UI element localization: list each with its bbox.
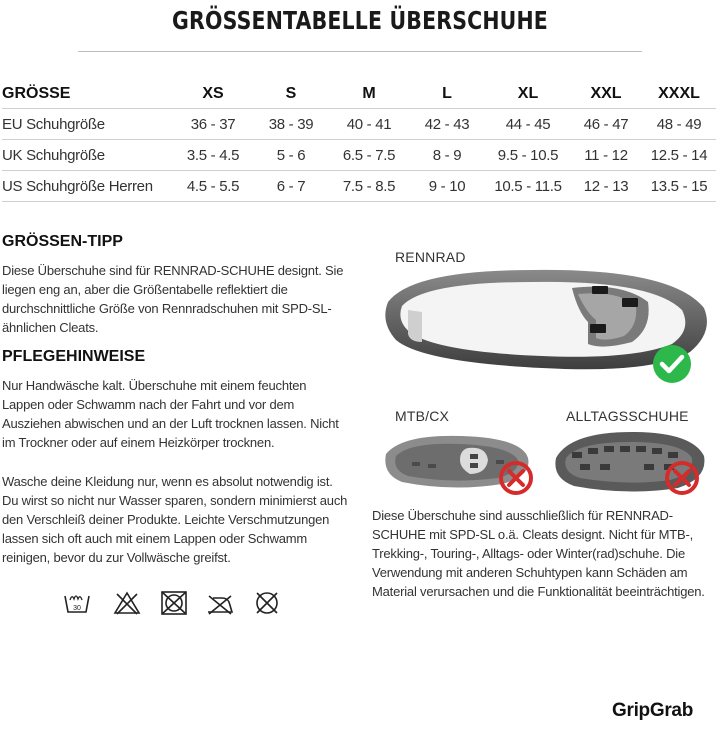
- table-cell: 4.5 - 5.5: [174, 171, 252, 202]
- page-title: GRÖSSENTABELLE ÜBERSCHUHE: [172, 6, 548, 35]
- size-tip-heading: GRÖSSEN-TIPP: [2, 233, 123, 250]
- table-cell: 10.5 - 11.5: [486, 171, 570, 202]
- table-cell: 9.5 - 10.5: [486, 140, 570, 171]
- column-header: XXXL: [658, 85, 700, 102]
- brand-logo: GripGrab: [612, 700, 694, 721]
- table-cell: 38 - 39: [252, 109, 330, 140]
- row-label: EU Schuhgröße: [2, 109, 174, 140]
- row-label: UK Schuhgröße: [2, 140, 174, 171]
- road-shoe-label: RENNRAD: [395, 249, 466, 265]
- no-bleach-icon: [112, 588, 142, 618]
- table-cell: 6.5 - 7.5: [330, 140, 408, 171]
- table-cell: 11 - 12: [570, 140, 642, 171]
- table-cell: 3.5 - 4.5: [174, 140, 252, 171]
- table-cell: 12.5 - 14: [642, 140, 716, 171]
- size-tip-text: Diese Überschuhe sind für RENNRAD-SCHUHE designt. Sie liegen eng an, aber die Größentabelle reflektiert die durchschnittliche Größe von Rennradschuhen mit SPD-SL-ähnlichen Cleats.: [2, 263, 344, 335]
- table-cell: 7.5 - 8.5: [330, 171, 408, 202]
- column-header: S: [285, 85, 297, 102]
- table-row: [2, 109, 716, 140]
- table-cell: 9 - 10: [408, 171, 486, 202]
- table-cell: 42 - 43: [408, 109, 486, 140]
- casual-shoe-label: ALLTAGSSCHUHE: [566, 408, 689, 424]
- table-cell: 8 - 9: [408, 140, 486, 171]
- table-header-row: [2, 80, 716, 109]
- table-cell: 5 - 6: [252, 140, 330, 171]
- title-divider: [78, 51, 642, 52]
- column-header: XXL: [590, 85, 622, 102]
- table-cell: 44 - 45: [486, 109, 570, 140]
- column-header: GRÖSSE: [2, 85, 71, 102]
- care-heading: PFLEGEHINWEISE: [2, 348, 146, 365]
- row-label: US Schuhgröße Herren: [2, 171, 174, 202]
- column-header: L: [442, 85, 452, 102]
- table-cell: 48 - 49: [642, 109, 716, 140]
- compatible-check-icon: [652, 344, 692, 384]
- wash-temperature: 30: [73, 605, 81, 612]
- care-text: Nur Handwäsche kalt. Überschuhe mit einem feuchten Lappen oder Schwamm nach der Fahrt und vor dem Ausziehen abwischen und an der Luft trocknen lassen. Nicht im Trockner oder auf einem Heizkörper trocknen.: [2, 378, 339, 450]
- column-header: XS: [202, 85, 224, 102]
- compatibility-note: Diese Überschuhe sind ausschließlich für RENNRAD-SCHUHE mit SPD-SL o.ä. Cleats designt. Nicht für MTB-, Trekking-, Touring-, Alltags- oder Winter(rad)schuhe. Die Verwendung mit anderen Schuhtypen kann Schäden am Material verursachen und die Funktionalität beeinträchtigen.: [372, 508, 705, 599]
- no-dry-clean-icon: [252, 588, 282, 618]
- column-header: XL: [517, 85, 539, 102]
- table-cell: 46 - 47: [570, 109, 642, 140]
- size-table: [2, 80, 716, 202]
- table-cell: 12 - 13: [570, 171, 642, 202]
- care-text-2: Wasche deine Kleidung nur, wenn es absolut notwendig ist. Du wirst so nicht nur Wasser sparen, sondern minimierst auch den Verschleiß deiner Produkte. Leichte Verschmutzungen lassen sich oft auch mit einem Lappen oder Schwamm reinigen, bevor du zur Vollwäsche greifst.: [2, 474, 348, 565]
- hand-wash-icon: [62, 588, 92, 618]
- column-header: M: [362, 85, 376, 102]
- no-iron-icon: [205, 588, 235, 618]
- table-cell: 6 - 7: [252, 171, 330, 202]
- not-compatible-icon: [496, 458, 536, 498]
- not-compatible-icon: [662, 458, 702, 498]
- table-cell: 40 - 41: [330, 109, 408, 140]
- mtb-shoe-label: MTB/CX: [395, 408, 450, 424]
- table-cell: 36 - 37: [174, 109, 252, 140]
- no-tumble-dry-icon: [159, 588, 189, 618]
- table-row: [2, 171, 716, 202]
- table-row: [2, 140, 716, 171]
- table-cell: 13.5 - 15: [642, 171, 716, 202]
